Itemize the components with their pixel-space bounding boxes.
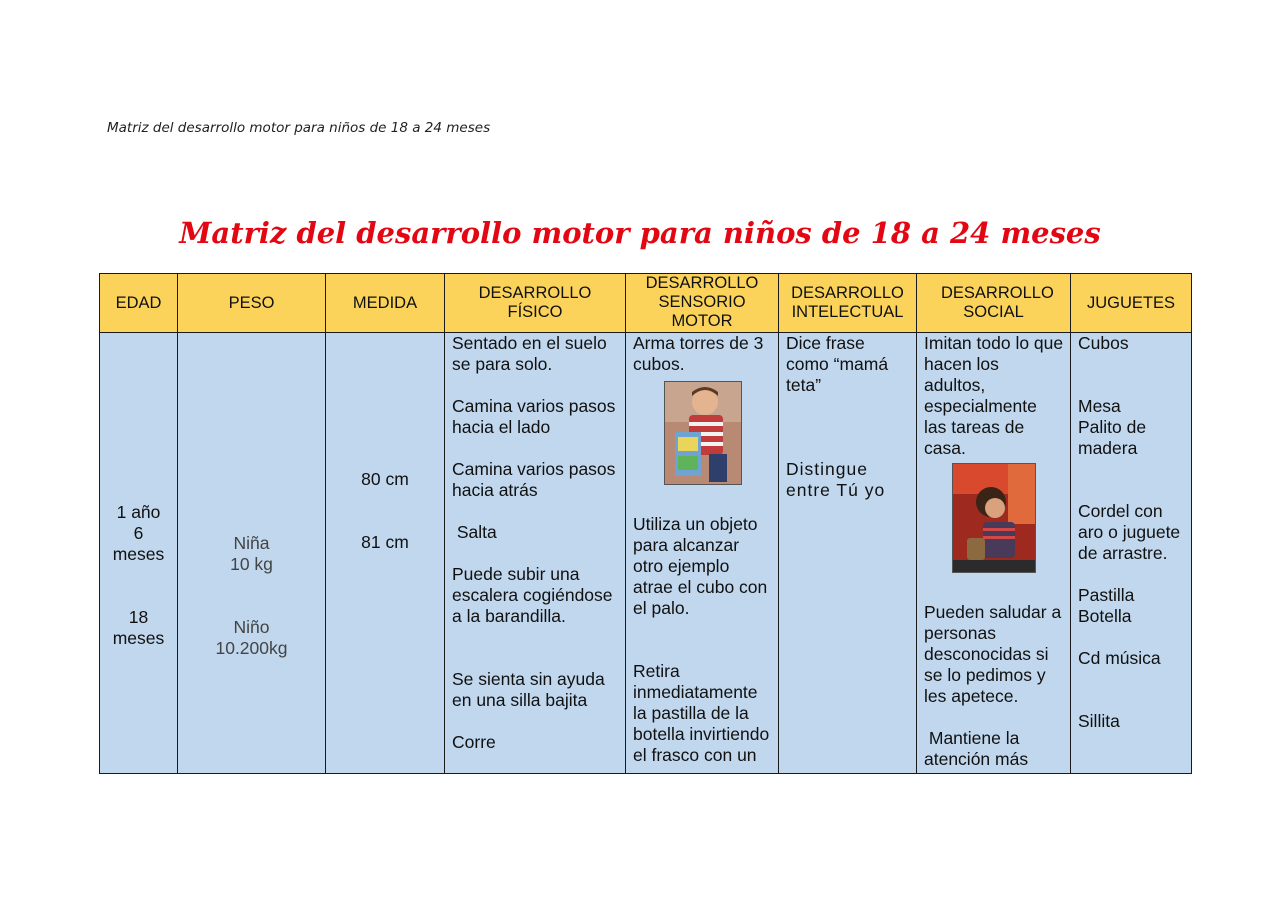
peso-line: Niña	[233, 533, 270, 553]
fisico-item: Camina varios pasos hacia el lado	[452, 396, 616, 437]
fisico-item: Sentado en el suelo se para solo.	[452, 333, 607, 374]
fisico-item: Salta	[452, 522, 497, 542]
fisico-item: Puede subir una escalera cogiéndose a la barandilla.	[452, 564, 613, 626]
header-desarrollo-fisico-label: DESARROLLO FÍSICO	[478, 284, 592, 321]
juguete-item: Pastilla	[1078, 585, 1135, 605]
page-header-text: Matriz del desarrollo motor para niños de 18 a 24 meses	[107, 120, 491, 136]
fisico-item: Corre	[452, 732, 496, 752]
child-stacking-blocks-photo	[664, 381, 742, 485]
juguete-item: Cordel con aro o juguete de arrastre.	[1078, 501, 1181, 563]
sensorio-item: Retira inmediatamente la pastilla de la botella invirtiendo el frasco con un	[633, 661, 770, 765]
header-edad: EDAD	[100, 274, 178, 333]
child-playing-photo	[952, 463, 1036, 573]
header-social-label: DESARROLLO SOCIAL	[941, 284, 1054, 321]
juguete-item: Cd música	[1078, 648, 1161, 668]
fisico-item: Se sienta sin ayuda en una silla bajita	[452, 669, 605, 710]
desarrollo-sensorio-cell	[626, 333, 779, 774]
peso-line: Niño	[233, 617, 270, 637]
header-juguetes: JUGUETES	[1071, 274, 1192, 333]
peso-line: 10 kg	[230, 554, 273, 574]
desarrollo-social-cell	[917, 333, 1071, 774]
header-peso: PESO	[178, 274, 326, 333]
social-item: Pueden saludar a personas desconocidas si se lo pedimos y les apetece.	[924, 602, 1062, 706]
document-title: Matriz del desarrollo motor para niños de 18 a 24 meses	[179, 216, 1101, 250]
edad-line: meses	[112, 543, 165, 564]
peso-cell	[178, 333, 326, 774]
social-item: Imitan todo lo que hacen los adultos, especialmente las tareas de casa.	[924, 333, 1064, 458]
edad-line: 18	[128, 606, 149, 627]
sensorio-item: Utiliza un objeto para alcanzar otro ejemplo atrae el cubo con el palo.	[633, 514, 768, 618]
edad-line: 6	[133, 522, 144, 543]
header-sensorio-label: DESARROLLO SENSORIO MOTOR	[645, 274, 759, 330]
juguete-item: Palito de madera	[1078, 417, 1147, 458]
juguetes-cell	[1071, 333, 1192, 774]
desarrollo-intelectual-cell	[779, 333, 917, 774]
medida-cell	[326, 333, 445, 774]
juguete-item: Botella	[1078, 606, 1132, 626]
header-desarrollo-sensorio-motor	[626, 274, 779, 333]
intelectual-item: Dice frase como “mamá teta”	[786, 333, 889, 395]
header-desarrollo-fisico	[445, 274, 626, 333]
edad-cell	[100, 333, 178, 774]
intelectual-item: Distingue entre Tú yo	[786, 459, 886, 500]
medida-line: 80 cm	[361, 469, 409, 489]
edad-line: meses	[112, 627, 165, 648]
table-row	[100, 333, 1192, 774]
header-desarrollo-social	[917, 274, 1071, 333]
juguete-item: Mesa	[1078, 396, 1121, 416]
medida-line: 81 cm	[361, 532, 409, 552]
desarrollo-fisico-cell	[445, 333, 626, 774]
sensorio-item: Arma torres de 3 cubos.	[633, 333, 764, 374]
juguete-item: Sillita	[1078, 711, 1120, 731]
development-matrix-table	[99, 273, 1192, 774]
header-desarrollo-intelectual: DESARROLLO INTELECTUAL	[779, 274, 917, 333]
juguete-item: Cubos	[1078, 333, 1129, 353]
table-header-row	[100, 274, 1192, 333]
header-medida: MEDIDA	[326, 274, 445, 333]
social-item: Mantiene la atención más	[924, 728, 1029, 769]
edad-line: 1 año	[116, 501, 161, 522]
fisico-item: Camina varios pasos hacia atrás	[452, 459, 616, 500]
peso-line: 10.200kg	[215, 638, 288, 658]
